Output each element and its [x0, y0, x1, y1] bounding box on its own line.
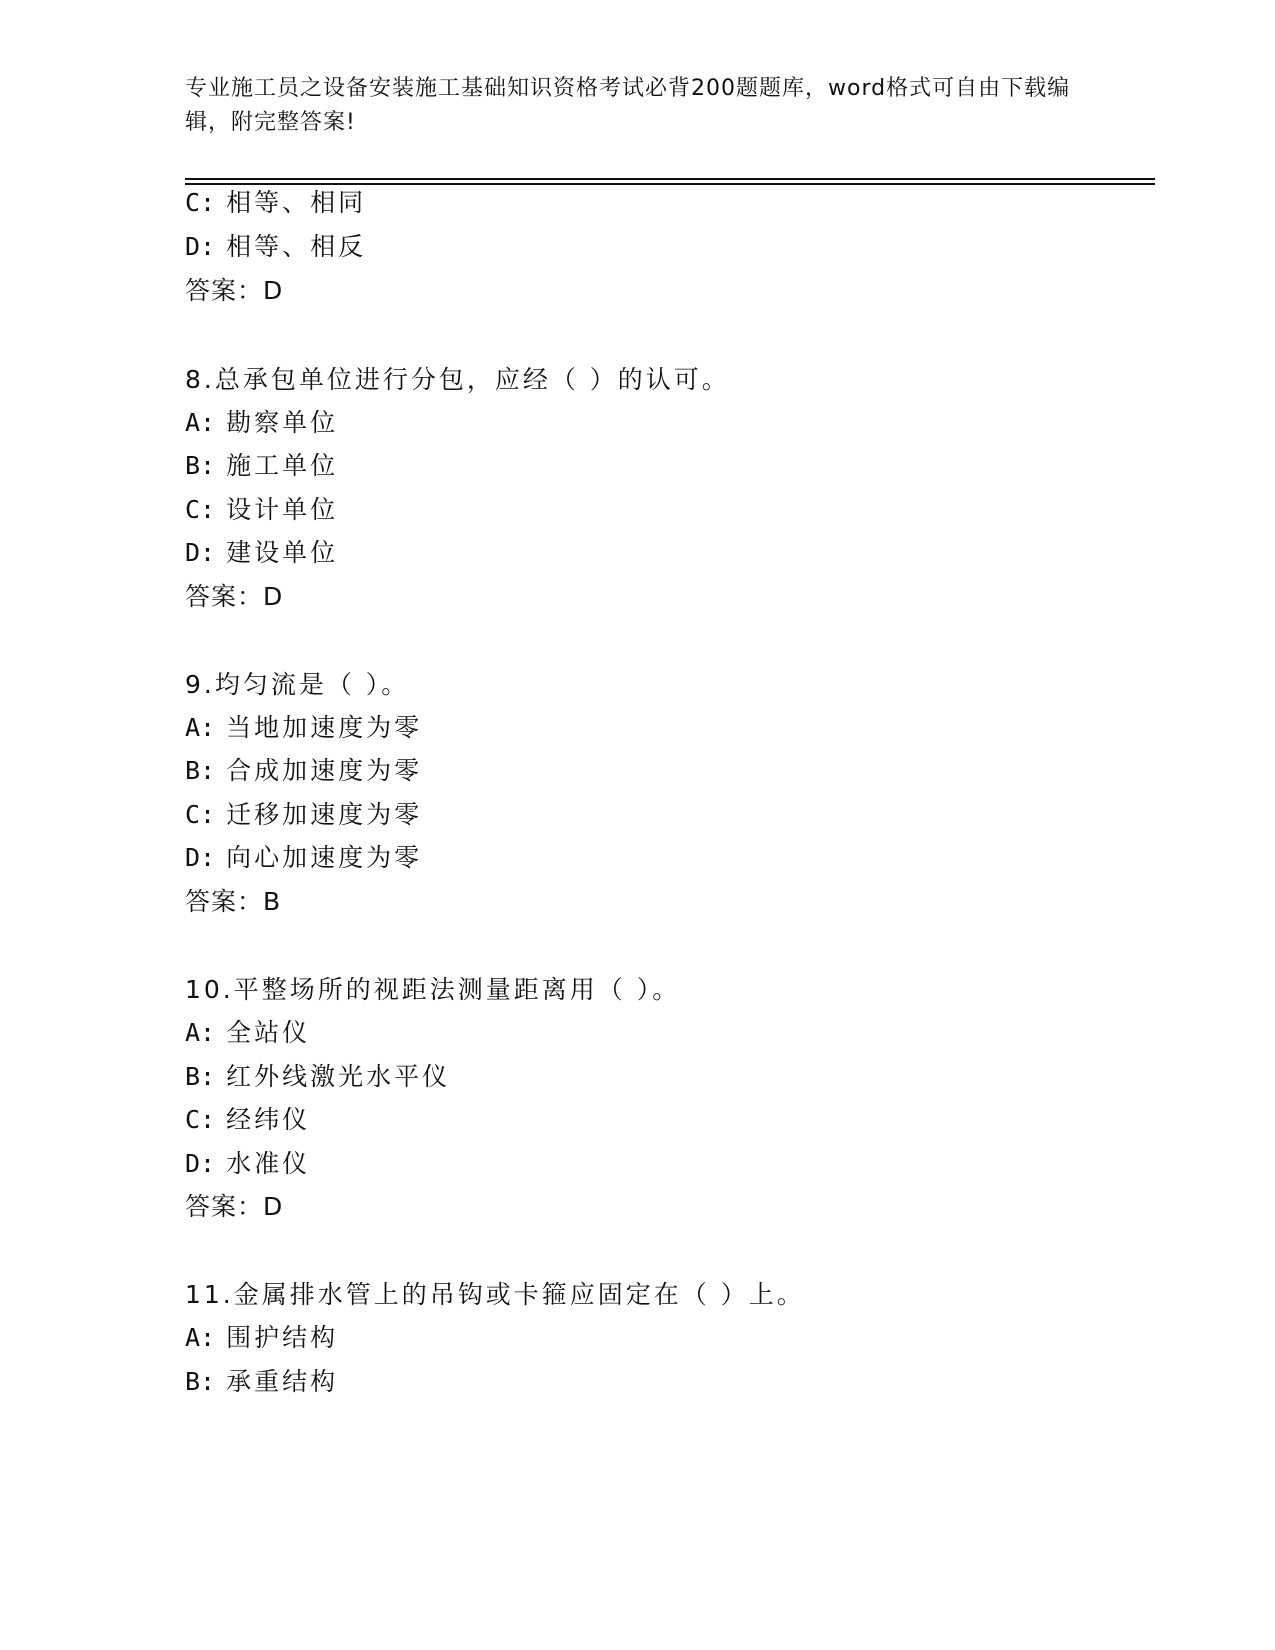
- header-rule-bottom: [185, 183, 1155, 185]
- q9-answer: 答案：B: [185, 887, 282, 916]
- prev-option-d: D: 相等、相反: [185, 232, 367, 261]
- header-text: 专业施工员之设备安装施工基础知识资格考试必背200题题库，word格式可自由下载编辑，附完整答案!: [185, 76, 1071, 135]
- q8-option-b: B: 施工单位: [185, 451, 339, 480]
- q10-option-c: C: 经纬仪: [185, 1105, 311, 1134]
- q11-option-a: A: 围护结构: [185, 1323, 339, 1352]
- q11-question: 11.金属排水管上的吊钩或卡箍应固定在（ ）上。: [185, 1280, 805, 1309]
- q8-option-d: D: 建设单位: [185, 538, 339, 567]
- header-rule-top: [185, 178, 1155, 180]
- q10-question: 10.平整场所的视距法测量距离用（ ）。: [185, 975, 681, 1004]
- q8-question: 8.总承包单位进行分包，应经（ ）的认可。: [185, 365, 730, 394]
- document-header: [185, 72, 1085, 140]
- q8-option-a: A: 勘察单位: [185, 408, 339, 437]
- q9-question: 9.均匀流是（ ）。: [185, 670, 410, 699]
- q8-option-c: C: 设计单位: [185, 495, 339, 524]
- q8-answer: 答案：D: [185, 582, 284, 611]
- prev-answer: 答案：D: [185, 276, 284, 305]
- prev-option-c: C: 相等、相同: [185, 188, 367, 217]
- q9-option-a: A: 当地加速度为零: [185, 713, 423, 742]
- q11-option-b: B: 承重结构: [185, 1367, 339, 1396]
- q9-option-b: B: 合成加速度为零: [185, 756, 423, 785]
- q9-option-d: D: 向心加速度为零: [185, 843, 423, 872]
- q10-answer: 答案：D: [185, 1192, 284, 1221]
- q10-option-b: B: 红外线激光水平仪: [185, 1062, 451, 1091]
- q10-option-d: D: 水准仪: [185, 1149, 311, 1178]
- q10-option-a: A: 全站仪: [185, 1018, 311, 1047]
- q9-option-c: C: 迁移加速度为零: [185, 800, 423, 829]
